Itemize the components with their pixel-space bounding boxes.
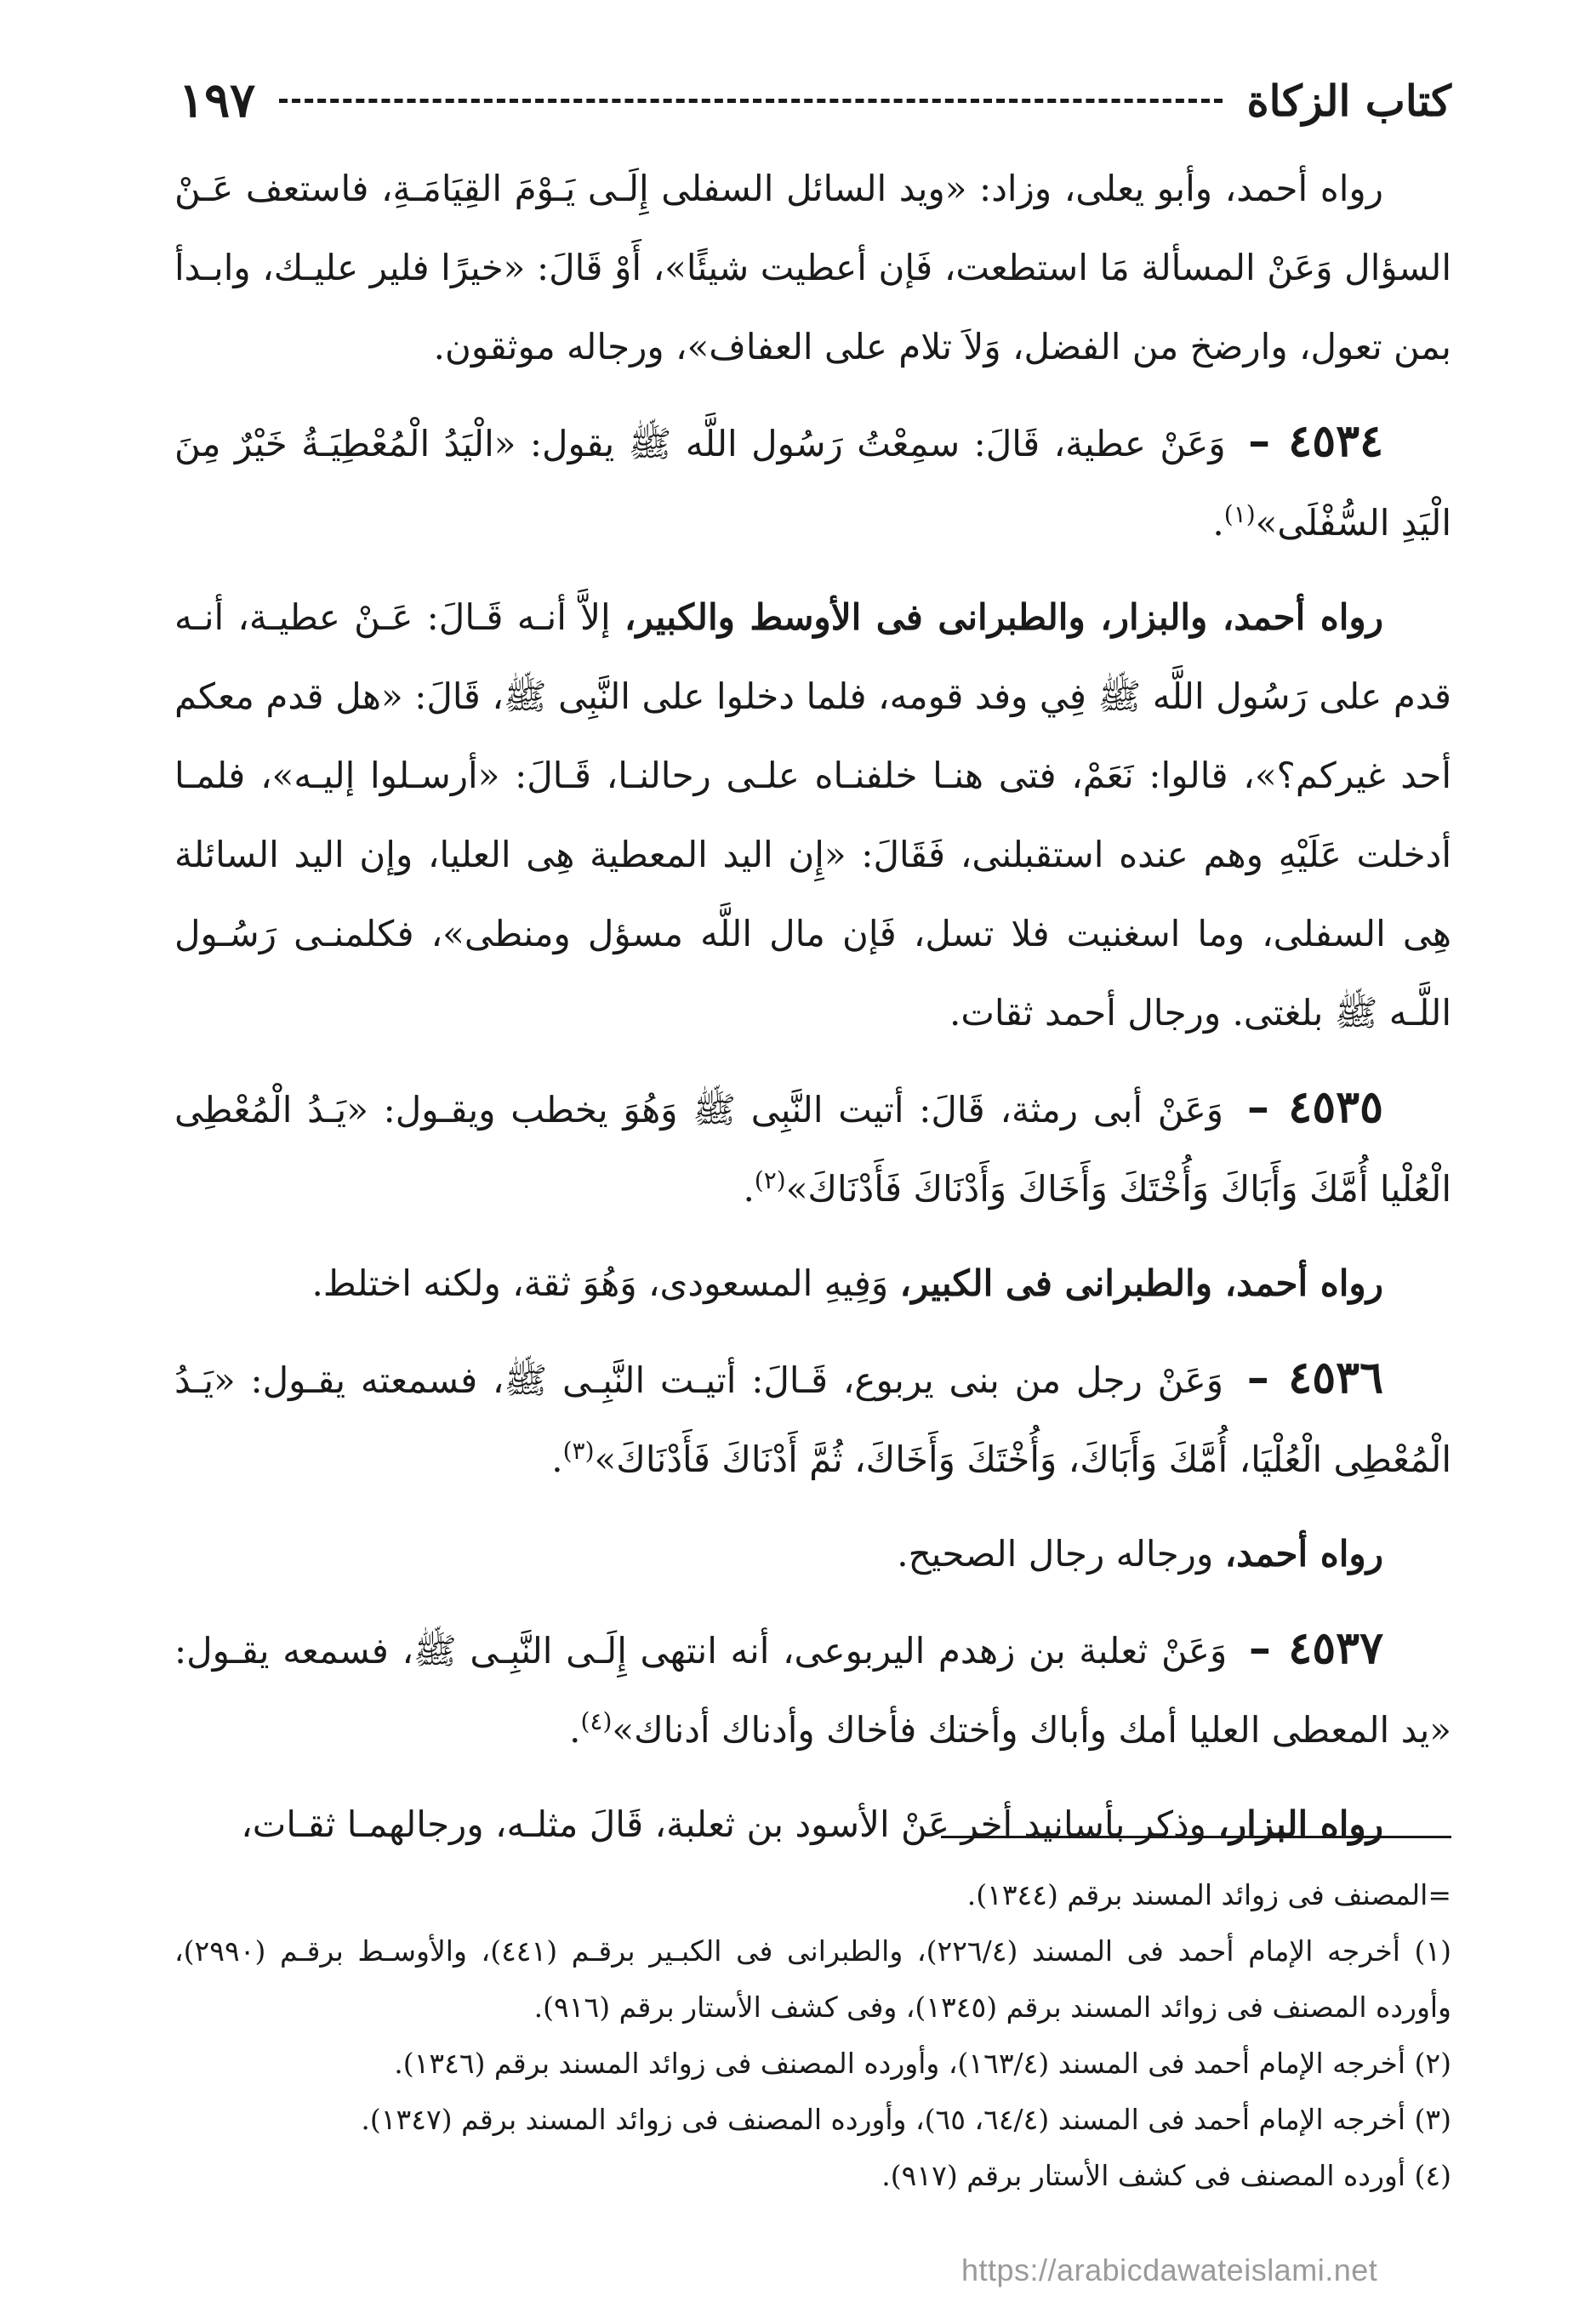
page-number: ١٩٧ [179,72,256,128]
hadith-4534: ٤٥٣٤ – وَعَنْ عطية، قَالَ: سمِعْتُ رَسُول اللَّه ﷺ يقول: «الْيَدُ الْمُعْطِيَـةُ خَيْرٌ مِنَ الْيَدِ السُّفْلَى»$^{(١)}$. [174,415,1451,544]
hadith-4537: ٤٥٣٧ – وَعَنْ ثعلبة بن زهدم اليربوعى، أنه انتهى إِلَـى النَّبِـى ﷺ، فسمعه يقـول: «يد المعطى العليا أمك وأباك وأختك فأخاك وأدناك أدناك»$^{(٤)}$. [174,1622,1451,1751]
paragraph [174,578,1451,1052]
main-text [174,149,1451,1879]
hadith-number: ٤٥٣٦ – [1246,1352,1384,1404]
paragraph [174,149,1451,386]
hadith-text: وَعَنْ رجل من بنى يربوع، قَـالَ: أتيـت النَّبِـى ﷺ، فسمعته يقـول: «يَـدُ الْمُعْطِى الْعُلْيَا، أُمَّكَ وَأَبَاكَ، وَأُخْتَكَ وَأَخَاكَ، ثُمَّ أَدْنَاكَ فَأَدْنَاكَ» [174,1359,1451,1480]
hadith-number: ٤٥٣٧ – [1248,1622,1383,1674]
paragraph-text: رواه أحمد، وأبو يعلى، وزاد: «ويد السائل السفلى إِلَـى يَـوْمَ القِيَامَـةِ، فاستعف عَـنْ السؤال وَعَنْ المسألة مَا استطعت، فَإن أعطيت شيئًا»، أَوْ قَالَ: «خيرًا فلير عليـك، وابـدأ بمن تعول، وارضخ من الفضل، وَلاَ تلام على العفاف»، ورجاله موثقون. [174,168,1451,367]
footnote-2: (٢) أخرجه الإمام أحمد فى المسند (١٦٣/٤)، وأورده المصنف فى زوائد المسند برقم (١٣٤٦). [394,2047,1451,2080]
footnote-divider [941,1836,1451,1838]
footnote-ref: (٢) [754,1166,786,1194]
footnote-ref: (١) [1223,500,1256,528]
footnote-ref: (٣) [562,1437,595,1465]
source-attribution: رواه أحمد، والطبرانى فى الكبير، [899,1262,1383,1304]
hadith-4535: ٤٥٣٥ – وَعَنْ أبى رمثة، قَالَ: أتيت النَّبِى ﷺ وَهُوَ يخطب ويقـول: «يَـدُ الْمُعْطِى الْعُلْيا أُمَّكَ وَأَبَاكَ وَأُخْتَكَ وَأَخَاكَ وَأَدْنَاكَ فَأَدْنَاكَ»$^{(٢)}$. [174,1081,1451,1210]
hadith-number: ٤٥٣٥ – [1246,1081,1383,1133]
paragraph [174,1244,1451,1323]
paragraph [174,1785,1451,1864]
paragraph-text: وذكر بأسانيد أخر عَنْ الأسود بن ثعلبة، قَالَ مثلـه، ورجالهمـا ثقـات، [241,1803,1206,1845]
hadith-text: وَعَنْ ثعلبة بن زهدم اليربوعى، أنه انتهى إِلَـى النَّبِـى ﷺ، فسمعه يقـول: «يد المعطى العليا أمك وأباك وأختك فأخاك وأدناك أدناك» [174,1630,1451,1751]
page-header [179,66,1451,134]
hadith-4536: ٤٥٣٦ – وَعَنْ رجل من بنى يربوع، قَـالَ: أتيـت النَّبِـى ﷺ، فسمعته يقـول: «يَـدُ الْمُعْطِى الْعُلْيَا، أُمَّكَ وَأَبَاكَ، وَأُخْتَكَ وَأَخَاكَ، ثُمَّ أَدْنَاكَ فَأَدْنَاكَ»$^{(٣)}$. [174,1352,1451,1480]
paragraph [174,1514,1451,1593]
source-attribution: رواه أحمد، [1224,1533,1383,1575]
hadith-number: ٤٥٣٤ – [1248,415,1383,467]
footnote-4: (٤) أورده المصنف فى كشف الأستار برقم (٩١٧). [881,2159,1451,2192]
footnotes [174,1867,1451,2204]
footnote-1: (١) أخرجه الإمام أحمد فى المسند (٢٢٦/٤)، والطبرانى فى الكبـير برقـم (٤٤١)، والأوسـط برقـم (٢٩٩٠)، وأورده المصنف فى زوائد المسند برقم (١٣٤٥)، وفى كشف الأستار برقم (٩١٦). [174,1934,1452,2024]
paragraph-text: إلاَّ أنـه قَـالَ: عَـنْ عطيـة، أنـه قدم على رَسُول اللَّه ﷺ فِي وفد قومه، فلما دخلوا على النَّبِى ﷺ، قَالَ: «هل قدم معكم أحد غيركم؟»، قالوا: نَعَمْ، فتى هنـا خلفنـاه علـى رحالنـا، قَـالَ: «أرسـلوا إليـه»، فلمـا أدخلت عَلَيْهِ وهم عنده استقبلنى، فَقَالَ: «إِن اليد المعطية هِى العليا، وإن اليد السائلة هِى السفلى، وما اسغنيت فلا تسل، فَإن مال اللَّه مسؤل ومنطى»، فكلمنـى رَسُـول اللَّـه ﷺ بلغتى. ورجال أحمد ثقات. [174,596,1451,1034]
hadith-text: وَعَنْ عطية، قَالَ: سمِعْتُ رَسُول اللَّه ﷺ يقول: «الْيَدُ الْمُعْطِيَـةُ خَيْرٌ مِنَ الْيَدِ السُّفْلَى» [174,423,1451,544]
footnote-ref: (٤) [580,1707,613,1735]
footnote-continuation: =المصنف فى زوائد المسند برقم (١٣٤٤). [966,1878,1451,1911]
header-rule [279,99,1223,103]
footnote-3: (٣) أخرجه الإمام أحمد فى المسند (٦٤/٤، ٦٥)، وأورده المصنف فى زوائد المسند برقم (١٣٤٧). [361,2103,1451,2136]
paragraph-text: ورجاله رجال الصحيح. [897,1533,1214,1575]
source-attribution: رواه أحمد، والبزار، والطبرانى فى الأوسط والكبير، [624,596,1383,638]
hadith-text: وَعَنْ أبى رمثة، قَالَ: أتيت النَّبِى ﷺ وَهُوَ يخطب ويقـول: «يَـدُ الْمُعْطِى الْعُلْيا أُمَّكَ وَأَبَاكَ وَأُخْتَكَ وَأَخَاكَ وَأَدْنَاكَ فَأَدْنَاكَ» [174,1089,1451,1210]
watermark-url: https://arabicdawateislami.net [961,2253,1378,2287]
chapter-title: كتاب الزكاة [1246,75,1451,126]
source-attribution: رواه البزار، [1217,1803,1383,1845]
paragraph-text: وَفِيهِ المسعودى، وَهُوَ ثقة، ولكنه اختلط. [311,1262,889,1304]
